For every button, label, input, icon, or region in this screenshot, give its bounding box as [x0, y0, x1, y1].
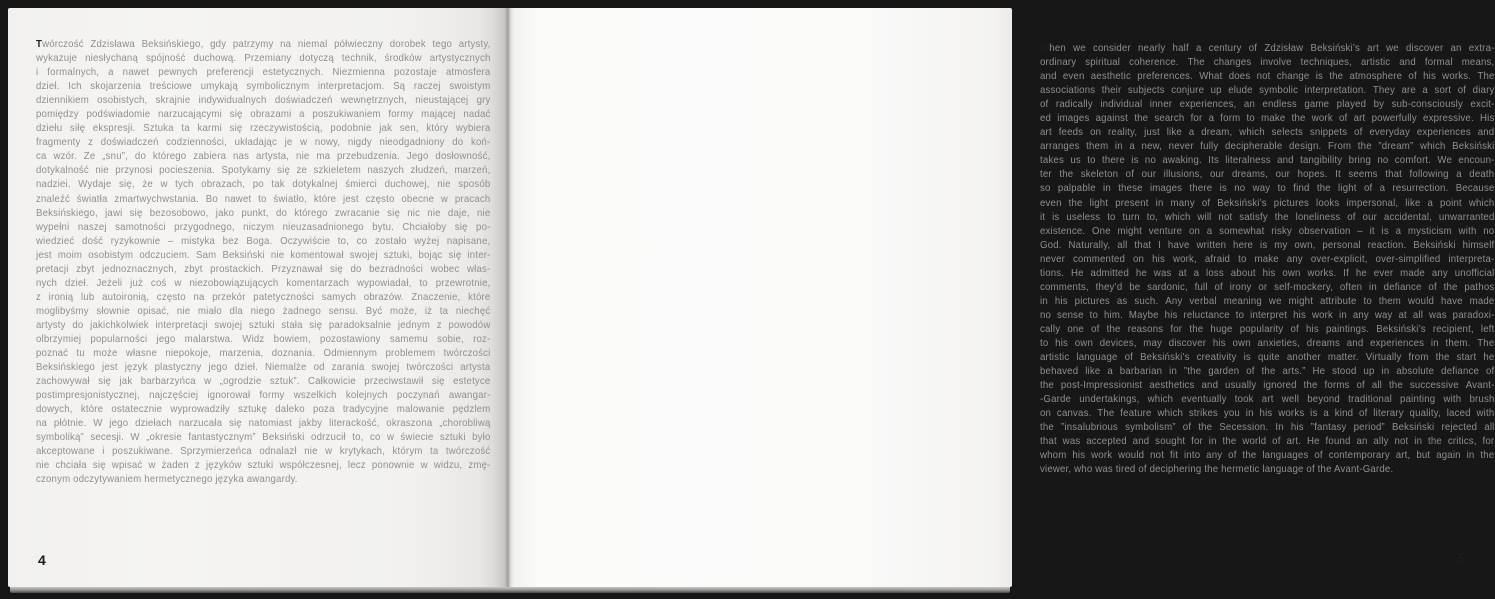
text-line: nie chciała się wpisać w żaden z języków sztuki współczesnej, lecz ponownie w widzu, zmę- — [36, 460, 491, 472]
text-line: When we consider nearly half a century of Zdzisław Beksiński’s art we discover an extra- — [1040, 43, 1495, 54]
text-line: behaved like a barbarian in ”the garden of the arts.” He stood up in absolute defiance of — [1040, 366, 1495, 378]
text-line: na płótnie. W jego dziełach narzucała się natomiast jakby literackość, okraszona „chorobliwą — [36, 418, 491, 430]
text-line: zachowywał się jak barbarzyńca w „ogrodzie sztuk”. Całkowicie przeciwstawił się estetyce — [36, 376, 491, 388]
text-line: postimpresjonistycznej, najczęściej ignorował formy wszelkich kolejnych poczynań awangar- — [36, 390, 491, 402]
text-line: dzieł. Ich skojarzenia treściowe umykają symbolicznym interpretacjom. Są raczej swoistym — [36, 81, 491, 93]
text-line: associations their subjects conjure up elude symbolic interpretation. They are a sort of diary — [1040, 85, 1495, 97]
text-line: ed images against the search for a form to make the work of art powerfully expressive. His — [1040, 113, 1495, 125]
text-line: Beksińskiego, jawi się bezosobowo, jako punkt, do którego zwracanie się nic nie daje, nie — [36, 207, 491, 219]
text-line: wiedzieć dość ryzykownie – mistyka bez Boga. Oczywiście to, co zostało wyżej napisane, — [36, 235, 491, 247]
lead-letter: W — [1040, 43, 1050, 54]
text-line: Beksińskiego jest język plastyczny jego dzieł. Niemalże od zarania swojej twórczości artysta — [36, 362, 491, 374]
text-line: ordinary spiritual coherence. The changes involve techniques, artistic and formal means, — [1040, 57, 1495, 69]
text-line: cally one of the reasons for the huge popularity of his paintings. Beksiński’s recipient, left — [1040, 323, 1495, 335]
text-line: i formalnych, a nawet pewnych preferencji estetycznych. Niezmienna pozostaje atmosfera — [36, 67, 491, 79]
text-line: no sense to him. Maybe his reluctance to interpret his work in any way at all was paradoxi- — [1040, 309, 1495, 321]
text-line: art feeds on reality, just like a dream, which selects snippets of everyday experiences and — [1040, 127, 1495, 139]
page-number-right: 5 — [1457, 550, 1466, 566]
text-line: wykazuje niesłychaną spójność duchową. Przemiany dotyczą technik, środków artystycznych — [36, 53, 491, 65]
text-line: dowych, które ostatecznie wyprowadziły sztukę daleko poza tradycyjne malowanie pędzlem — [36, 404, 491, 416]
open-pages — [8, 8, 1495, 587]
text-line: comments, they’d be sardonic, full of irony or self-mockery, often in defiance of the pathos — [1040, 281, 1495, 293]
page-number-left: 4 — [38, 552, 47, 568]
text-line: whom his work would not fit into any of the languages of contemporary art, but again in the — [1040, 450, 1495, 462]
text-line: nych dzieł. Jeżeli już coś w niezobowiązujących komentarzach wypowiadał, to przewrotnie, — [36, 277, 491, 289]
text-line: it is useless to turn to, which will not satisfy the loneliness of our accidental, unwarranted — [1040, 211, 1495, 223]
text-line: moglibyśmy słownie opisać, nie miało dla niego żadnego sensu. Być może, iż ta niechęć — [36, 305, 491, 317]
text-line: arranges them in a new, never fully decipherable design. From the ”dream” which Beksiński — [1040, 141, 1495, 153]
text-line: ca wzór. Ze „snu”, do którego zabiera nas artysta, nie ma przebudzenia. Jego dosłowność, — [36, 151, 491, 163]
text-line: artistic language of Beksiński’s creativity is quite another matter. Virtually from the start he — [1040, 352, 1495, 364]
text-line: takes us to there is no awaking. Its literalness and tangibility bring no comfort. We encoun- — [1040, 155, 1495, 167]
text-line: of radically individual inner experiences, an endless game played by sub-consciously excit- — [1040, 99, 1495, 111]
text-line: on canvas. The feature which strikes you in his works is a kind of literary quality, laced with — [1040, 408, 1495, 420]
text-line: ter the skeleton of our illusions, our dreams, our hopes. It seems that following a death — [1040, 169, 1495, 181]
text-line: that was accepted and sought for in the world of art. He found an ally not in the critics, for — [1040, 436, 1495, 448]
left-page — [8, 8, 508, 587]
text-line: akceptowane i poszukiwane. Sprzymierzeńca odnalazł nie w krytykach, którym ta twórczość — [36, 446, 491, 458]
text-line: never commented on his work, afraid to make any over-explicit, over-simplified interpreta- — [1040, 253, 1495, 265]
text-line: dziełu siłę ekspresji. Sztuka ta karmi się rzeczywistością, podobnie jak sen, który wybiera — [36, 123, 491, 135]
text-line: nadziei. Wydaje się, że w tych obrazach, po tak dotykalnej śmierci duchowej, nie sposób — [36, 179, 491, 191]
right-page — [508, 8, 1495, 587]
text-line: symboliką” secesji. W „okresie fantastycznym” Beksiński odrzucił to, co w świecie sztuki było — [36, 432, 491, 444]
text-line: czonym odczytywaniem hermetycznego języka awangardy. — [36, 474, 298, 486]
text-line: poznać tu może własne niepokoje, marzenia, doznania. Odmiennym problemem twórczości — [36, 348, 491, 360]
lead-letter: T — [36, 39, 43, 50]
text-line: tions. He admitted he was at a loss about his own works. If he ever made any unofficial — [1040, 267, 1495, 279]
text-line: dotykalność nie przynosi pocieszenia. Spotykamy się ze szkieletem naszych złudzeń, marzeń, — [36, 165, 491, 177]
text-line: artysty do jakichkolwiek interpretacji swojej sztuki stała się paradoksalnie jednym z powodów — [36, 319, 491, 331]
text-line: olbrzymiej popularności jego malarstwa. Widz bowiem, pozostawiony samemu sobie, roz- — [36, 333, 491, 345]
text-line: to his own devices, may discover his own anxieties, dreams and experiences in them. The — [1040, 337, 1495, 349]
text-line: -Garde undertakings, which eventually took art well beyond traditional painting with brush — [1040, 394, 1495, 406]
text-line: in his pictures as such. Any verbal meaning we might attribute to them would have made — [1040, 295, 1495, 307]
text-line: the ”insalubrious symbolism” of the Secession. In his ”fantasy period” Beksiński rejected all — [1040, 422, 1495, 434]
text-line: God. Naturally, all that I have written here is my own, personal reaction. Beksiński himself — [1040, 239, 1495, 251]
left-page-text-polish — [36, 39, 491, 489]
text-line: jest moim osobistym odczuciem. Sam Beksiński nie komentował swojej sztuki, bojąc się inter- — [36, 249, 491, 261]
text-line: pretacji zbyt jednoznacznych, zbyt prostackich. Przyznawał się do bezradności wobec włas- — [36, 263, 491, 275]
text-line: fragmenty z doświadczeń codzienności, układając je w nowy, nigdy nieodgadniony do koń- — [36, 137, 491, 149]
text-line: even the light present in many of Beksiński’s pictures looks impersonal, like a point which — [1040, 197, 1495, 209]
text-line: Twórczość Zdzisława Beksińskiego, gdy patrzymy na niemal półwieczny dorobek tego artysty, — [36, 39, 491, 50]
text-line: so palpable in these images there is no way to find the light of a resurrection. Because — [1040, 183, 1495, 195]
text-line: viewer, who was tired of deciphering the hermetic language of the Avant-Garde. — [1040, 464, 1394, 476]
right-page-text-english — [1040, 43, 1495, 478]
text-line: wypełni naszej samotności przygodnego, niczym nieuzasadnionego bytu. Chciałoby się po- — [36, 221, 491, 233]
text-line: and even aesthetic preferences. What does not change is the atmosphere of his works. The — [1040, 71, 1495, 83]
text-line: znaleźć światła zmartwychwstania. Bo nawet to światło, które jest często obecne w pracach — [36, 193, 491, 205]
page-stack-edge — [10, 587, 1010, 593]
book-spread — [8, 8, 1495, 593]
text-line: pomiędzy podświadomie narzucającymi się obrazami a poszukiwaniem formy mającej nadać — [36, 109, 491, 121]
text-line: z ironią lub autoironią, często na przekór patetyczności samych obrazów. Znaczenie, które — [36, 291, 491, 303]
text-line: the post-Impressionist aesthetics and usually ignored the forms of all the successive Avant- — [1040, 380, 1495, 392]
text-line: existence. One might venture on a somewhat risky observation – it is a mysticism with no — [1040, 225, 1495, 237]
text-line: dziennikiem osobistych, skrajnie indywidualnych doświadczeń wewnętrznych, nieustającej gry — [36, 95, 491, 107]
